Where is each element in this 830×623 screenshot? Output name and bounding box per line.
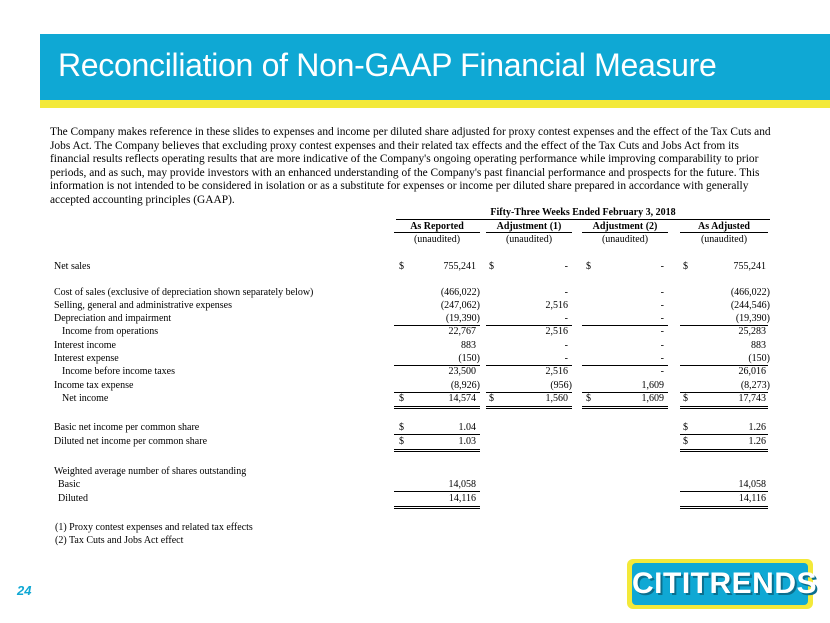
currency-symbol: $	[586, 261, 591, 272]
total-rule	[394, 451, 480, 452]
cell-value: (466,022)	[730, 287, 770, 298]
total-rule	[680, 408, 768, 409]
currency-symbol: $	[399, 436, 404, 447]
page-title: Reconciliation of Non-GAAP Financial Measure	[58, 47, 717, 83]
currency-symbol: $	[683, 261, 688, 272]
cell-value: 14,574	[448, 393, 476, 404]
cell-value: 883	[751, 340, 766, 351]
cell-value: 14,058	[738, 479, 766, 490]
col-header-as-reported: As Reported	[410, 221, 464, 232]
subtotal-rule	[394, 434, 480, 435]
total-rule	[394, 406, 480, 407]
cell-value: 883	[461, 340, 476, 351]
row-label-interest-expense: Interest expense	[54, 353, 119, 364]
total-rule	[680, 406, 768, 407]
cell-value: 14,116	[738, 493, 766, 504]
currency-symbol: $	[586, 393, 591, 404]
row-label-weighted-shares: Weighted average number of shares outstanding	[54, 466, 247, 477]
total-rule	[582, 408, 668, 409]
logo-inner-panel	[632, 563, 817, 605]
total-rule	[394, 408, 480, 409]
row-label-depreciation: Depreciation and impairment	[54, 313, 172, 324]
cell-value: (150)	[458, 353, 480, 364]
citi-trends-logo	[627, 559, 817, 609]
cell-value: -	[660, 261, 664, 272]
col-subheader: (unaudited)	[505, 234, 553, 245]
cell-value: -	[660, 313, 664, 324]
subtotal-rule	[680, 491, 768, 492]
col-rule	[582, 232, 668, 233]
row-label-diluted-shares: Diluted	[58, 493, 88, 504]
cell-value: 1.26	[748, 422, 766, 433]
row-label-income-tax-expense: Income tax expense	[54, 380, 134, 391]
total-rule	[486, 408, 572, 409]
subtotal-rule	[680, 434, 768, 435]
row-label-net-income: Net income	[62, 393, 109, 404]
cell-value: 2,516	[545, 366, 568, 377]
row-label-income-from-operations: Income from operations	[62, 326, 159, 337]
cell-value: -	[660, 353, 664, 364]
cell-value: (8,926)	[450, 380, 480, 391]
cell-value: (956)	[550, 380, 572, 391]
currency-symbol: $	[489, 393, 494, 404]
col-header-adjustment-1: Adjustment (1)	[496, 221, 562, 232]
total-rule	[486, 406, 572, 407]
row-label-basic-eps: Basic net income per common share	[54, 422, 200, 433]
col-header-as-adjusted: As Adjusted	[698, 221, 750, 232]
currency-symbol: $	[683, 436, 688, 447]
currency-symbol: $	[399, 393, 404, 404]
row-label-cost-of-sales: Cost of sales (exclusive of depreciation shown separately below)	[54, 287, 314, 298]
cell-value: 17,743	[738, 393, 766, 404]
total-rule	[680, 506, 768, 507]
currency-symbol: $	[683, 422, 688, 433]
cell-value: 1,609	[641, 380, 664, 391]
row-label-net-sales: Net sales	[54, 261, 91, 272]
total-rule	[394, 449, 480, 450]
cell-value: (466,022)	[440, 287, 480, 298]
banner-accent-strip	[40, 100, 830, 108]
period-header: Fifty-Three Weeks Ended February 3, 2018	[490, 207, 676, 218]
cell-value: 14,116	[448, 493, 476, 504]
header-rule	[396, 219, 770, 220]
row-label-sga: Selling, general and administrative expenses	[54, 300, 233, 311]
row-label-diluted-eps: Diluted net income per common share	[54, 436, 208, 447]
subtotal-rule	[394, 491, 480, 492]
cell-value: -	[564, 313, 568, 324]
cell-value: -	[660, 300, 664, 311]
cell-value: (150)	[748, 353, 770, 364]
cell-value: (19,390)	[735, 313, 770, 324]
total-rule	[680, 451, 768, 452]
col-rule	[394, 232, 480, 233]
page-number: 24	[17, 583, 32, 598]
cell-value: (244,546)	[730, 300, 770, 311]
footnote-2: (2) Tax Cuts and Jobs Act effect	[55, 535, 184, 546]
currency-symbol: $	[399, 261, 404, 272]
total-rule	[394, 508, 480, 509]
currency-symbol: $	[399, 422, 404, 433]
col-rule	[680, 232, 768, 233]
cell-value: -	[564, 340, 568, 351]
cell-value: -	[564, 261, 568, 272]
total-rule	[582, 406, 668, 407]
cell-value: (8,273)	[740, 380, 770, 391]
cell-value: 25,283	[738, 326, 766, 337]
col-rule	[486, 232, 572, 233]
cell-value: -	[564, 353, 568, 364]
cell-value: 755,241	[443, 261, 476, 272]
cell-value: -	[660, 340, 664, 351]
row-label-income-before-taxes: Income before income taxes	[62, 366, 176, 377]
cell-value: -	[564, 287, 568, 298]
cell-value: 1.26	[748, 436, 766, 447]
cell-value: 2,516	[545, 326, 568, 337]
cell-value: 1,609	[641, 393, 664, 404]
currency-symbol: $	[489, 261, 494, 272]
cell-value: (247,062)	[440, 300, 480, 311]
total-rule	[680, 449, 768, 450]
currency-symbol: $	[683, 393, 688, 404]
total-rule	[394, 506, 480, 507]
cell-value: 1.04	[458, 422, 476, 433]
footnote-1: (1) Proxy contest expenses and related tax effects	[55, 522, 253, 533]
col-subheader: (unaudited)	[413, 234, 461, 245]
intro-paragraph: The Company makes reference in these slides to expenses and income per diluted share adjusted for proxy contest expenses and the effect of the Tax Cuts and Jobs Act. The Company believes that excluding proxy contest expenses and their related tax effects and the effect of the Tax Cuts and Jobs Act from its financial results reflects operating results that are more indicative of the Company's ongoing operating performance while improving comparability to prior periods, and as such, may provide investors with an enhanced understanding of the Company's past financial performance and prospects for the future. This information is not intended to be considered in isolation or as a substitute for expenses or income per diluted share prepared in accordance with generally accepted accounting principles (GAAP).	[50, 126, 771, 206]
total-rule	[680, 508, 768, 509]
cell-value: 22,767	[448, 326, 476, 337]
cell-value: (19,390)	[445, 313, 480, 324]
cell-value: 1.03	[458, 436, 476, 447]
col-header-adjustment-2: Adjustment (2)	[592, 221, 658, 232]
row-label-interest-income: Interest income	[54, 340, 116, 351]
col-subheader: (unaudited)	[601, 234, 649, 245]
cell-value: 2,516	[545, 300, 568, 311]
cell-value: 755,241	[733, 261, 766, 272]
cell-value: 14,058	[448, 479, 476, 490]
cell-value: -	[660, 326, 664, 337]
col-subheader: (unaudited)	[700, 234, 748, 245]
cell-value: 1,560	[545, 393, 568, 404]
row-label-basic-shares: Basic	[58, 479, 81, 490]
cell-value: 23,500	[448, 366, 476, 377]
logo-wordmark: CITITRENDS	[632, 567, 817, 600]
cell-value: -	[660, 287, 664, 298]
cell-value: 26,016	[738, 366, 766, 377]
cell-value: -	[660, 366, 664, 377]
